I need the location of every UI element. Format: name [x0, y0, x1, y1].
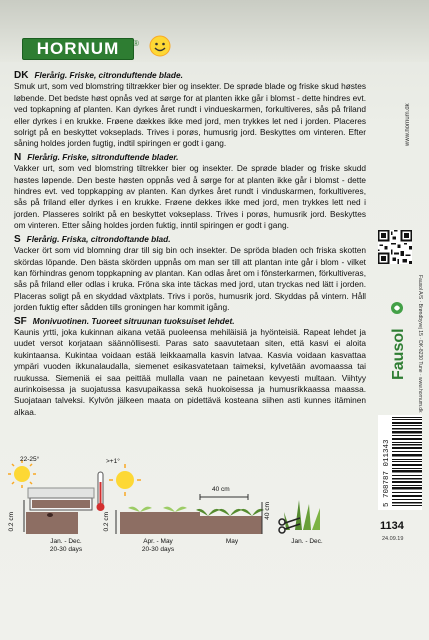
- sun-icon: [8, 460, 36, 488]
- growing-steps: [0, 456, 372, 560]
- section-body: Vacker ört som vid blomning drar till sig bin och insekter. De spröda bladen och friska skotten skördas löpande. Den bästa skörden uppnås om man ser till att plantan inte går i blom - vilket kan förhindras genom toppkapning av plantan. Kan odlas året om i fönsterkarmen, förkultiveras, sås på friland eller odlas i kruka. Fröna ska inte täckas med jord, utan tryckas ned lätt i jorden. Placeras soligt på en skyddad växtplats. Trivs i porös, humusrik jord. Skyddas på vintern. Håll jorden fuktig efter sådden tills groningen har kommit igång.: [14, 245, 366, 313]
- section-body: Kaunis yrtti, joka kukinnan aikana vetää puoleensa mehiläisiä ja hyönteisiä. Rapeat lehdet ja uudet versot korjataan säännöllisesti. Paras sato saavutetaan siten, että kasvi ei aloita kukintaansa. Kukintaa voidaan estää leikkaamalla kasvin latvaa. Kasvia voidaan kasvattaa ympäri vuoden ikkunalaudalla, siemenet esikasvatetaan taimeksi, kylvetään avomaassa tai ruukussa. Siemeniä ei saa peittää mullalla vaan ne painetaan kevyesti multaan. Viihtyy aurinkoisessa ja suojatussa kasvupaikassa sekä huokoisessa ja humusrikkaassa maassa. Suojataan talveksi. Kylvön jälkeen maata on pidettävä kosteana siihen asti kunnes itäminen alkaa.: [14, 326, 366, 417]
- brand-logo: HORNUM: [22, 38, 134, 60]
- section-body: Smuk urt, som ved blomstring tiltrækker bier og insekter. De sprøde blade og friske skud høstes løbende. Det bedste høst opnås ved at sørge for at planten ikke går i blomst - dette hindres evt. ved topkapning af planten. Kan dyrkes året rundt i vindueskarmen, forkultiveres, sås på friland eller dyrkes i en krukke. Frøene dækkes ikke med jord, men trykkes let ned i jorden. Placeres solrigt på en beskyttet vokseplads. Trives i porøs, humusrig jord. Beskyttes om vinteren. Efter såning holdes jorden fugtig, indtil spiringen er godt i gang.: [14, 81, 366, 149]
- section-sf: [14, 316, 366, 419]
- step2-when: Apr. - May 20-30 days: [141, 538, 175, 553]
- section-dk: [14, 70, 366, 150]
- temp-label-2: >+1°: [106, 458, 120, 465]
- website-url: www.hornum.dk: [405, 103, 411, 147]
- lang-code: S: [14, 233, 21, 245]
- section-subtitle: Monivuotinen. Tuoreet sitruunan tuoksuiset lehdet.: [32, 315, 235, 326]
- distributor-address: Fausol A/S · Brøndbyvej 15 · DK-8230 Tune · www.hornum.dk: [417, 275, 423, 413]
- section-body: Vakker urt, som ved blomstring tiltrekker bier og insekter. De sprøde blader og friske skudd høstes løpende. Den beste høsten oppnås ved å sørge for at planten ikke går i blomst - dette hindres evt. ved toppkapping av planten. Kan dyrkes året rundt i vinduskarmen, forkultiveres, sås på friland eller dyrkes i en krukke. Frøene dekkes ikke med jord, men trykkes lett ned i jorden. Plasseres solrikt på en beskyttet vokseplass. Trives i porøs, humusrik jord. Beskyttes om vinteren. Etter såing holdes jorden fuktig, inntil spiringen er godt i gang.: [14, 163, 366, 231]
- step4-when: Jan. - Dec.: [291, 538, 323, 545]
- smiley-icon: [148, 34, 172, 58]
- section-s: [14, 234, 366, 314]
- barcode: [378, 415, 422, 510]
- thermometer-icon: [97, 472, 105, 511]
- fausol-logo-text: Fausol: [390, 328, 407, 380]
- item-number: 1134: [380, 520, 404, 532]
- step3-when: May: [225, 538, 239, 545]
- section-subtitle: Flerårig. Friske, citronduftende blade.: [34, 70, 183, 80]
- sun-icon-2: [109, 464, 141, 496]
- section-n: [14, 152, 366, 232]
- planting-icon: [196, 494, 264, 534]
- print-date: 24.09.19: [382, 536, 404, 542]
- instructions-text: [14, 70, 366, 420]
- registered-mark: ®: [133, 39, 139, 48]
- section-subtitle: Flerårig. Friske, sitronduftende blader.: [27, 151, 179, 162]
- spacing-label-v: 40 cm: [264, 502, 271, 520]
- seed-tray-icon: [28, 488, 94, 510]
- lang-code: DK: [14, 70, 29, 81]
- spacing-label-h: 40 cm: [212, 486, 230, 493]
- qr-code: [378, 230, 412, 264]
- depth-label-2: 0.2 cm: [103, 512, 110, 532]
- depth-label-1: 0.2 cm: [8, 512, 15, 532]
- temp-label-1: 22-25°: [20, 456, 40, 463]
- harvest-icon: [284, 500, 320, 530]
- step1-when: Jan. - Dec. 20-30 days: [49, 538, 83, 553]
- lang-code: SF: [14, 315, 27, 327]
- seedlings-icon: [120, 507, 200, 534]
- section-subtitle: Flerårig. Friska, citrondoftande blad.: [26, 233, 171, 244]
- lang-code: N: [14, 151, 22, 163]
- barcode-digits: 5 708787 011343: [383, 439, 391, 507]
